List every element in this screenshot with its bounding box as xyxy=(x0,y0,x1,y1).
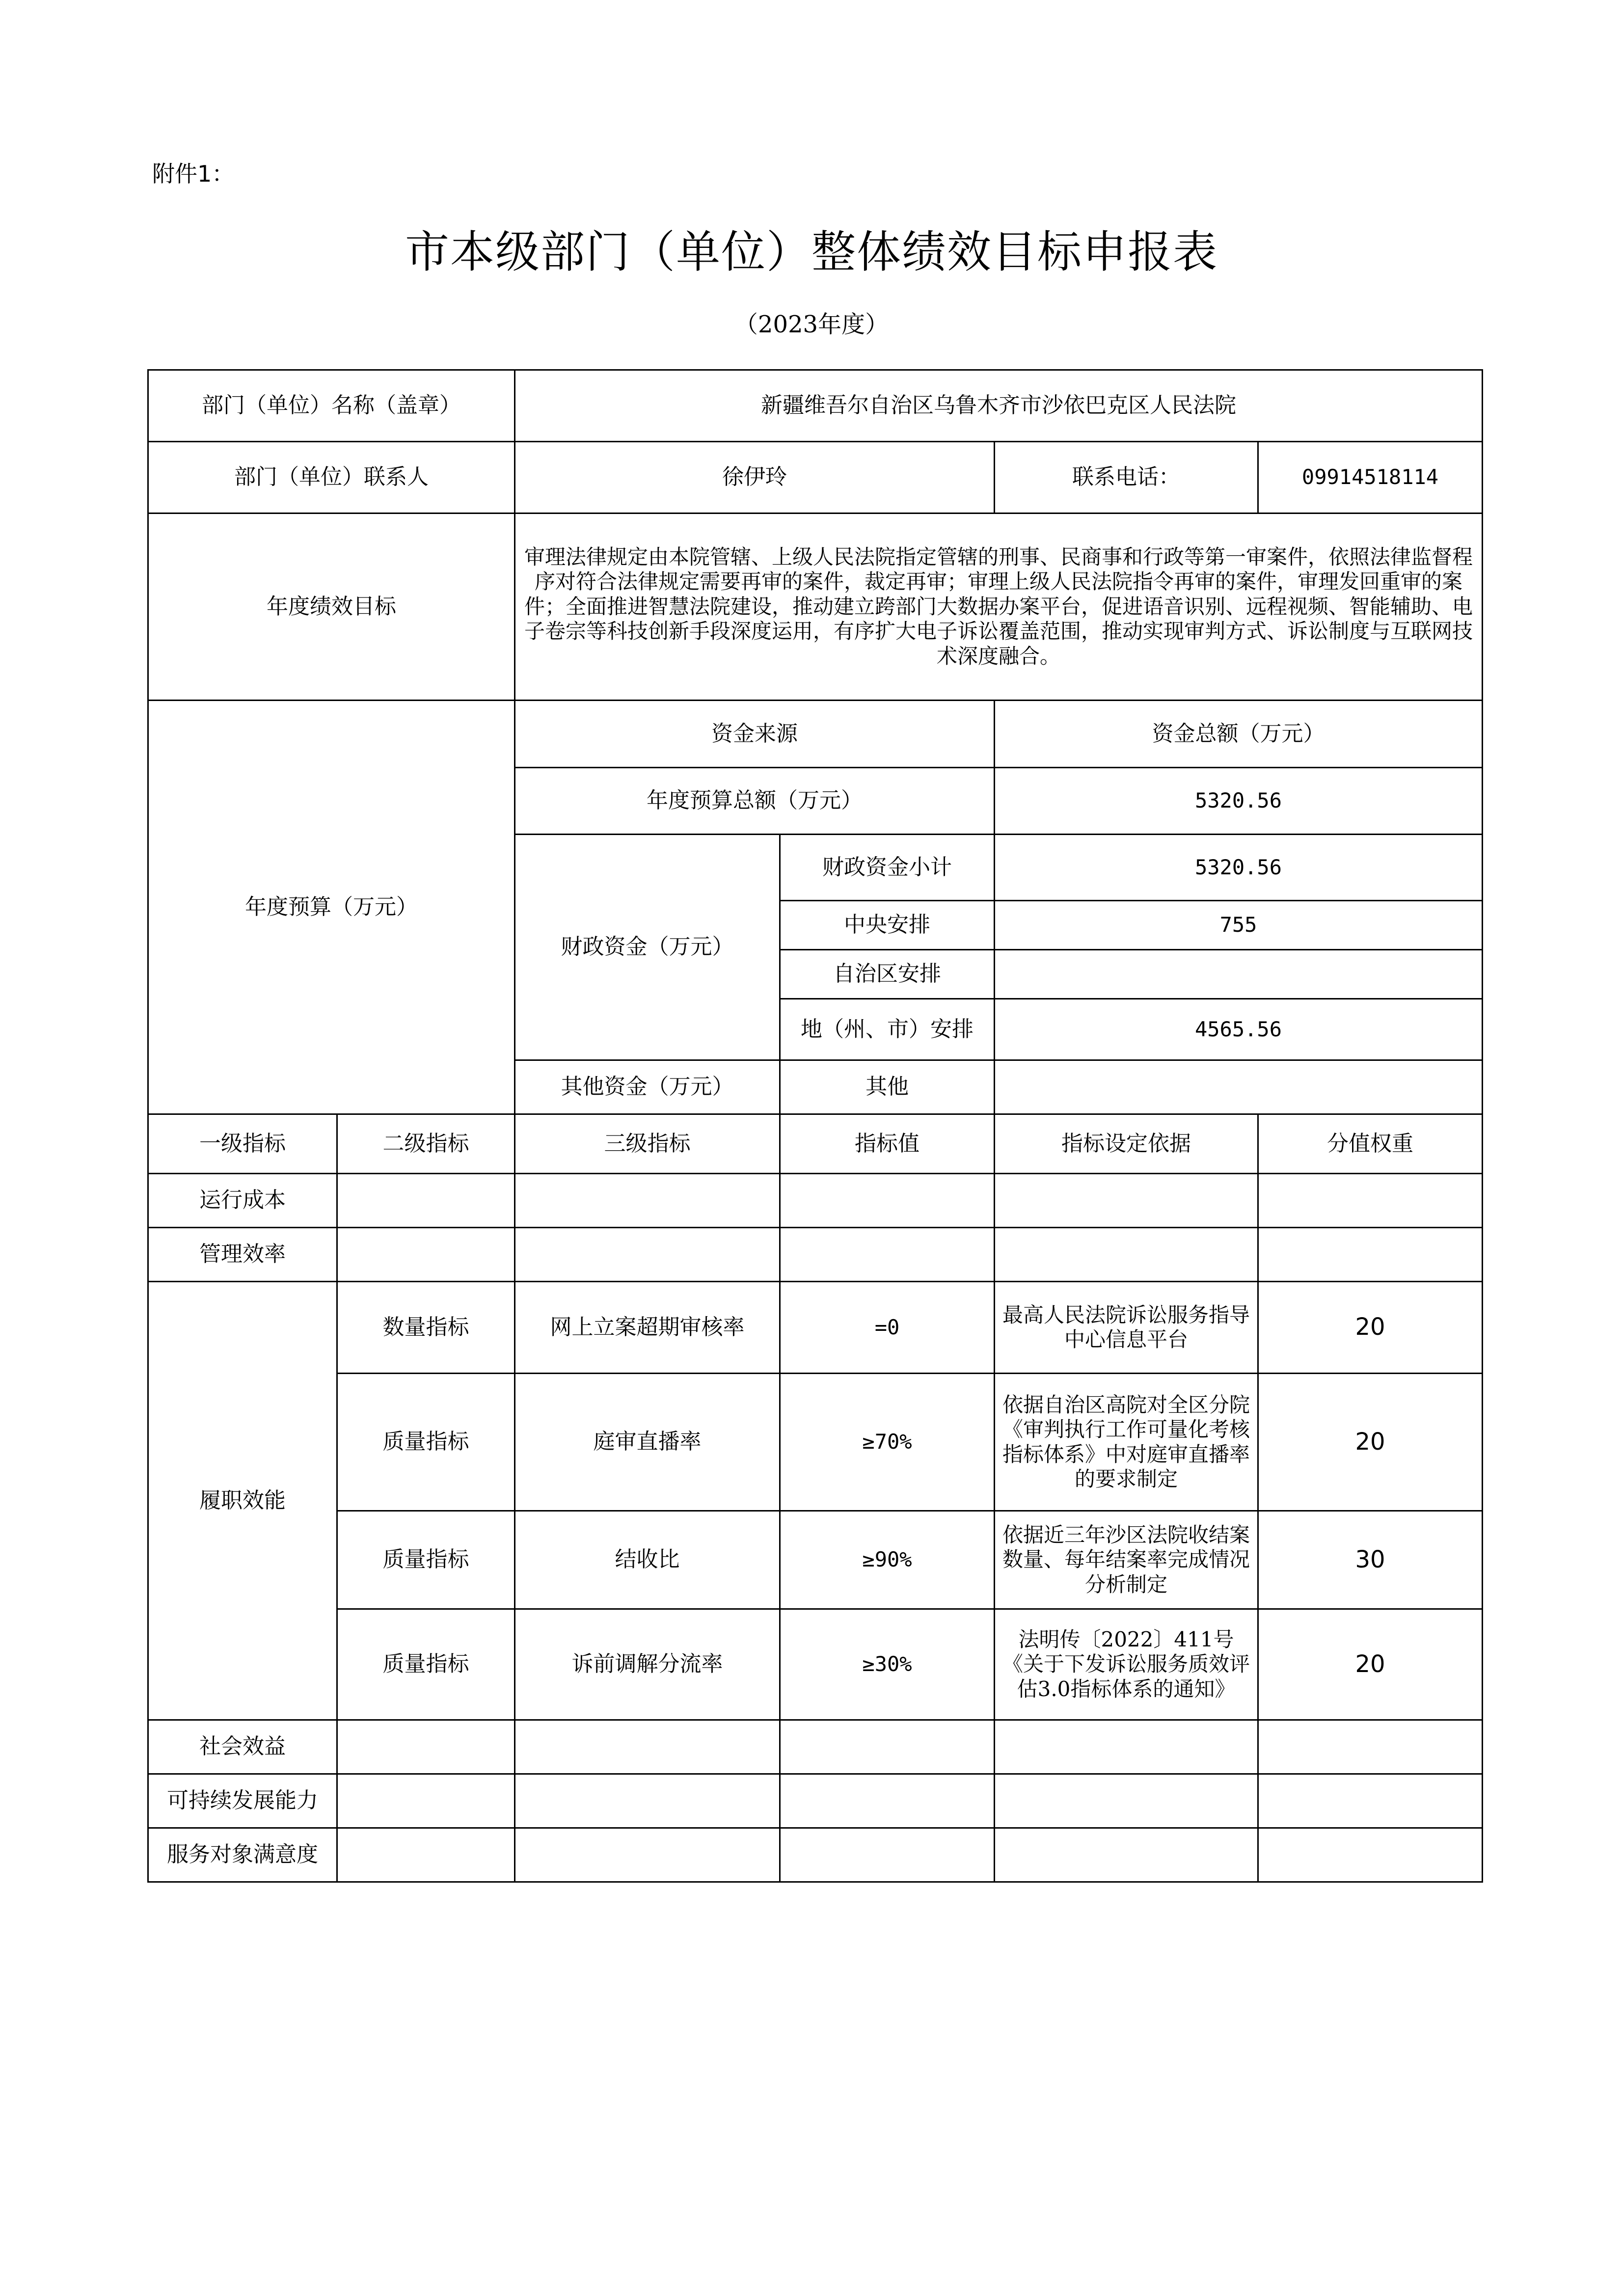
level1-header: 一级指标 xyxy=(148,1114,337,1174)
local-label: 地（州、市）安排 xyxy=(780,999,995,1060)
region-label: 自治区安排 xyxy=(780,950,995,999)
level2-cell: 质量指标 xyxy=(337,1511,515,1609)
level2-cell: 数量指标 xyxy=(337,1282,515,1374)
running-cost-label: 运行成本 xyxy=(148,1174,337,1228)
budget-header-row xyxy=(148,701,1483,768)
phone-label: 联系电话： xyxy=(995,442,1258,513)
dept-name-row xyxy=(148,370,1483,442)
annual-goal-text: 审理法律规定由本院管辖、上级人民法院指定管辖的刑事、民商事和行政等第一审案件，依照法律监督程序对符合法律规定需要再审的案件，裁定再审；审理上级人民法院指令再审的案件，审理发回重审的案件；全面推进智慧法院建设，推动建立跨部门大数据办案平台，促进语音识别、远程视频、智能辅助、电子卷宗等科技创新手段深度运用，有序扩大电子诉讼覆盖范围，推动实现审判方式、诉讼制度与互联网技术深度融合。 xyxy=(515,513,1483,701)
other-funds-value xyxy=(995,1060,1483,1114)
table-row xyxy=(148,1609,1483,1720)
basis-cell: 法明传〔2022〕411号 《关于下发诉讼服务质效评估3.0指标体系的通知》 xyxy=(995,1609,1258,1720)
level3-cell: 结收比 xyxy=(515,1511,780,1609)
indicator-header-row xyxy=(148,1114,1483,1174)
level3-header: 三级指标 xyxy=(515,1114,780,1174)
level3-cell: 庭审直播率 xyxy=(515,1374,780,1511)
satisfaction-label: 服务对象满意度 xyxy=(148,1828,337,1882)
performance-target-form xyxy=(147,369,1483,1883)
running-cost-row xyxy=(148,1174,1483,1228)
annual-goal-row xyxy=(148,513,1483,701)
table-row xyxy=(148,1511,1483,1609)
fiscal-funds-label: 财政资金（万元） xyxy=(515,835,780,1060)
basis-cell: 最高人民法院诉讼服务指导中心信息平台 xyxy=(995,1282,1258,1374)
fiscal-subtotal-value: 5320.56 xyxy=(995,835,1483,901)
central-value: 755 xyxy=(995,901,1483,950)
mgmt-efficiency-row xyxy=(148,1228,1483,1282)
table-row xyxy=(148,1374,1483,1511)
contact-person-value: 徐伊玲 xyxy=(515,442,995,513)
sustainability-label: 可持续发展能力 xyxy=(148,1774,337,1828)
attachment-label: 附件1： xyxy=(152,161,235,187)
indicator-value-cell: ≥90% xyxy=(780,1511,995,1609)
basis-cell: 依据近三年沙区法院收结案数量、每年结案率完成情况分析制定 xyxy=(995,1511,1258,1609)
region-value xyxy=(995,950,1483,999)
indicator-value-cell: ≥30% xyxy=(780,1609,995,1720)
annual-budget-label: 年度预算（万元） xyxy=(148,701,515,1114)
weight-cell: 20 xyxy=(1258,1609,1483,1720)
other-funds-sub-label: 其他 xyxy=(780,1060,995,1114)
basis-cell: 依据自治区高院对全区分院《审判执行工作可量化考核指标体系》中对庭审直播率的要求制定 xyxy=(995,1374,1258,1511)
level2-cell: 质量指标 xyxy=(337,1609,515,1720)
indicator-value-cell: ≥70% xyxy=(780,1374,995,1511)
weight-header: 分值权重 xyxy=(1258,1114,1483,1174)
indicator-value-cell: =0 xyxy=(780,1282,995,1374)
mgmt-efficiency-label: 管理效率 xyxy=(148,1228,337,1282)
sustainability-row xyxy=(148,1774,1483,1828)
year-label: （2023年度） xyxy=(734,311,889,338)
annual-total-label: 年度预算总额（万元） xyxy=(515,768,995,835)
other-funds-label: 其他资金（万元） xyxy=(515,1060,780,1114)
basis-header: 指标设定依据 xyxy=(995,1114,1258,1174)
phone-value: 09914518114 xyxy=(1258,442,1483,513)
fiscal-subtotal-label: 财政资金小计 xyxy=(780,835,995,901)
level2-header: 二级指标 xyxy=(337,1114,515,1174)
annual-goal-label: 年度绩效目标 xyxy=(148,513,515,701)
fund-total-header: 资金总额（万元） xyxy=(995,701,1483,768)
social-benefit-label: 社会效益 xyxy=(148,1720,337,1774)
weight-cell: 20 xyxy=(1258,1282,1483,1374)
annual-total-value: 5320.56 xyxy=(995,768,1483,835)
level3-cell: 诉前调解分流率 xyxy=(515,1609,780,1720)
performance-label: 履职效能 xyxy=(148,1282,337,1720)
dept-contact-row xyxy=(148,442,1483,513)
dept-name-value: 新疆维吾尔自治区乌鲁木齐市沙依巴克区人民法院 xyxy=(515,370,1483,442)
value-header: 指标值 xyxy=(780,1114,995,1174)
fund-source-header: 资金来源 xyxy=(515,701,995,768)
contact-person-label: 部门（单位）联系人 xyxy=(148,442,515,513)
table-row xyxy=(148,1282,1483,1374)
page-title: 市本级部门（单位）整体绩效目标申报表 xyxy=(405,226,1218,278)
weight-cell: 20 xyxy=(1258,1374,1483,1511)
level2-cell: 质量指标 xyxy=(337,1374,515,1511)
satisfaction-row xyxy=(148,1828,1483,1882)
central-label: 中央安排 xyxy=(780,901,995,950)
dept-name-label: 部门（单位）名称（盖章） xyxy=(148,370,515,442)
weight-cell: 30 xyxy=(1258,1511,1483,1609)
social-benefit-row xyxy=(148,1720,1483,1774)
local-value: 4565.56 xyxy=(995,999,1483,1060)
level3-cell: 网上立案超期审核率 xyxy=(515,1282,780,1374)
